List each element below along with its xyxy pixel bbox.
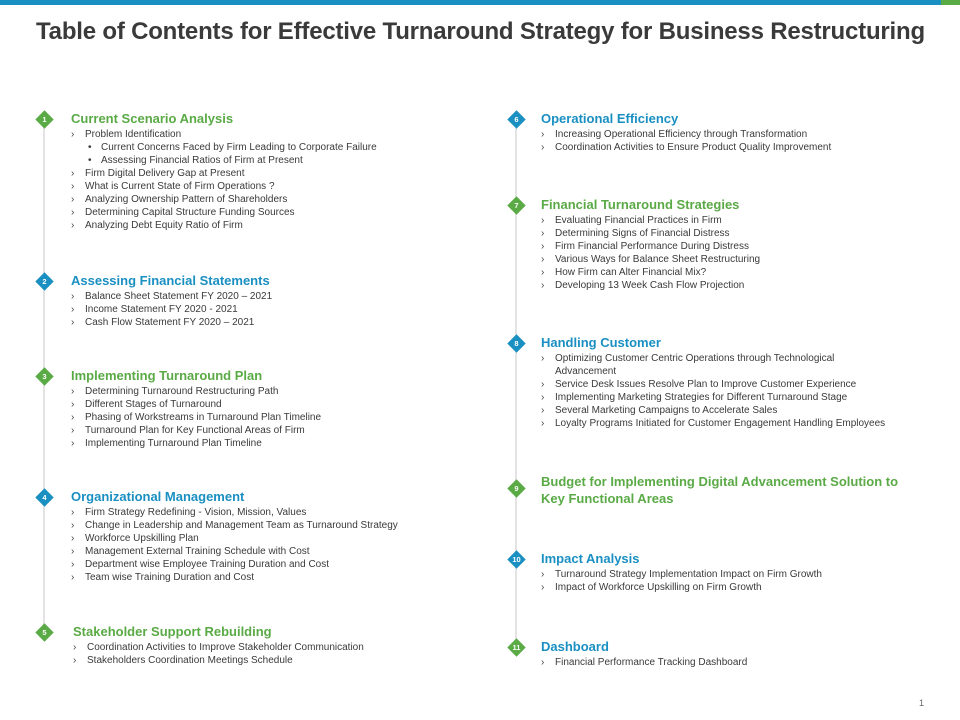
section-8 [541,335,885,430]
section-heading[interactable]: Current Scenario Analysis [71,111,234,126]
list-item[interactable]: › Several Marketing Campaigns to Accelerate Sales [541,405,778,416]
list-item[interactable]: › Stakeholders Coordination Meetings Schedule [73,655,293,666]
section-marker-4: 4 [35,488,53,506]
list-item[interactable]: › Increasing Operational Efficiency through Transformation [541,129,808,140]
chevron-right-icon: › [71,438,75,449]
chevron-right-icon: › [541,267,545,278]
section-heading[interactable]: Handling Customer [541,335,661,350]
chevron-right-icon: › [71,520,75,531]
section-10 [541,551,822,594]
section-marker-11: 11 [507,638,525,656]
section-heading[interactable]: Budget for Implementing Digital Advancement Solution to [541,474,899,489]
list-item[interactable]: › Income Statement FY 2020 - 2021 [71,304,238,315]
list-item[interactable]: › What is Current State of Firm Operations ? [71,181,275,192]
section-marker-10: 10 [507,550,525,568]
chevron-right-icon: › [71,546,75,557]
sub-list-item[interactable]: • Current Concerns Faced by Firm Leading to Corporate Failure [88,142,377,153]
list-item[interactable]: › Analyzing Ownership Pattern of Shareholders [71,194,288,205]
chevron-right-icon: › [71,291,75,302]
list-item[interactable]: › Firm Strategy Redefining - Vision, Mission, Values [71,507,307,518]
chevron-right-icon: › [71,559,75,570]
section-4 [71,489,398,584]
list-item[interactable]: › Financial Performance Tracking Dashboard [541,657,748,668]
chevron-right-icon: › [71,507,75,518]
chevron-right-icon: › [71,207,75,218]
chevron-right-icon: › [541,241,545,252]
chevron-right-icon: › [541,142,545,153]
section-2 [71,273,272,329]
chevron-right-icon: › [73,642,77,653]
chevron-right-icon: › [71,317,75,328]
list-item[interactable]: › Firm Financial Performance During Distress [541,241,749,252]
list-item[interactable]: › Department wise Employee Training Duration and Cost [71,559,330,570]
section-7 [541,197,760,292]
section-heading[interactable]: Impact Analysis [541,551,640,566]
list-item[interactable]: › Loyalty Programs Initiated for Customer Engagement Handling Employees [541,418,886,429]
list-item[interactable]: › Balance Sheet Statement FY 2020 – 2021 [71,291,273,302]
section-1 [71,111,377,232]
section-marker-9: 9 [507,479,525,497]
chevron-right-icon: › [71,572,75,583]
section-heading[interactable]: Stakeholder Support Rebuilding [73,624,272,639]
list-item[interactable]: › Team wise Training Duration and Cost [71,572,254,583]
chevron-right-icon: › [541,129,545,140]
section-marker-5: 5 [35,623,53,641]
chevron-right-icon: › [71,533,75,544]
chevron-right-icon: › [541,379,545,390]
section-heading[interactable]: Dashboard [541,639,609,654]
page-title: Table of Contents for Effective Turnaround Strategy for Business Restructuring [36,18,925,45]
chevron-right-icon: › [71,386,75,397]
list-item[interactable]: › Turnaround Plan for Key Functional Areas of Firm [71,425,305,436]
list-item[interactable]: › Turnaround Strategy Implementation Impact on Firm Growth [541,569,822,580]
chevron-right-icon: › [541,254,545,265]
list-item[interactable]: › Optimizing Customer Centric Operations through Technological [541,353,835,364]
list-item[interactable]: › Cash Flow Statement FY 2020 – 2021 [71,317,255,328]
chevron-right-icon: › [71,129,75,140]
section-marker-2: 2 [35,272,53,290]
section-heading[interactable]: Assessing Financial Statements [71,273,270,288]
chevron-right-icon: › [71,220,75,231]
list-item[interactable]: › Evaluating Financial Practices in Firm [541,215,722,226]
section-heading[interactable]: Organizational Management [71,489,245,504]
chevron-right-icon: › [541,582,545,593]
section-heading[interactable]: Operational Efficiency [541,111,679,126]
list-item[interactable]: › Firm Digital Delivery Gap at Present [71,168,245,179]
chevron-right-icon: › [71,194,75,205]
chevron-right-icon: › [541,569,545,580]
list-item[interactable]: › Service Desk Issues Resolve Plan to Improve Customer Experience [541,379,857,390]
section-heading-continuation[interactable]: Key Functional Areas [541,491,674,506]
list-item[interactable]: › Determining Signs of Financial Distress [541,228,730,239]
sub-list-item[interactable]: • Assessing Financial Ratios of Firm at Present [88,155,303,166]
section-heading[interactable]: Financial Turnaround Strategies [541,197,740,212]
list-item-continuation: Advancement [555,366,617,377]
bullet-icon: • [88,155,92,166]
list-item[interactable]: › Implementing Marketing Strategies for Different Turnaround Stage [541,392,848,403]
list-item[interactable]: › Determining Turnaround Restructuring Path [71,386,279,397]
section-5 [73,624,364,667]
section-marker-6: 6 [507,110,525,128]
chevron-right-icon: › [71,168,75,179]
list-item[interactable]: › Phasing of Workstreams in Turnaround Plan Timeline [71,412,322,423]
section-marker-3: 3 [35,367,53,385]
section-marker-7: 7 [507,196,525,214]
list-item[interactable]: › Management External Training Schedule with Cost [71,546,310,557]
list-item[interactable]: › Implementing Turnaround Plan Timeline [71,438,262,449]
chevron-right-icon: › [541,657,545,668]
chevron-right-icon: › [71,425,75,436]
chevron-right-icon: › [541,418,545,429]
chevron-right-icon: › [541,228,545,239]
top-accent-bar-green [941,0,960,5]
list-item[interactable]: › Change in Leadership and Management Team as Turnaround Strategy [71,520,398,531]
section-3 [71,368,321,450]
section-heading[interactable]: Implementing Turnaround Plan [71,368,263,383]
chevron-right-icon: › [541,215,545,226]
page-number: 1 [918,698,924,708]
section-11 [541,639,747,669]
section-marker-8: 8 [507,334,525,352]
chevron-right-icon: › [541,392,545,403]
list-item[interactable]: › Developing 13 Week Cash Flow Projection [541,280,745,291]
chevron-right-icon: › [71,412,75,423]
section-marker-1: 1 [35,110,53,128]
bullet-icon: • [88,142,92,153]
list-item[interactable]: › Workforce Upskilling Plan [71,533,199,544]
chevron-right-icon: › [541,353,545,364]
section-6 [541,111,831,154]
list-item[interactable]: › How Firm can Alter Financial Mix? [541,267,707,278]
chevron-right-icon: › [71,399,75,410]
chevron-right-icon: › [71,181,75,192]
chevron-right-icon: › [541,280,545,291]
list-item[interactable]: › Analyzing Debt Equity Ratio of Firm [71,220,243,231]
top-accent-bar-blue [0,0,941,5]
chevron-right-icon: › [541,405,545,416]
list-item[interactable]: › Problem Identification [71,129,182,140]
list-item[interactable]: › Coordination Activities to Improve Stakeholder Communication [73,642,364,653]
section-9 [541,474,898,508]
list-item[interactable]: › Coordination Activities to Ensure Product Quality Improvement [541,142,832,153]
list-item[interactable]: › Impact of Workforce Upskilling on Firm Growth [541,582,762,593]
chevron-right-icon: › [73,655,77,666]
list-item[interactable]: › Various Ways for Balance Sheet Restructuring [541,254,761,265]
chevron-right-icon: › [71,304,75,315]
list-item[interactable]: › Different Stages of Turnaround [71,399,222,410]
list-item[interactable]: › Determining Capital Structure Funding Sources [71,207,295,218]
